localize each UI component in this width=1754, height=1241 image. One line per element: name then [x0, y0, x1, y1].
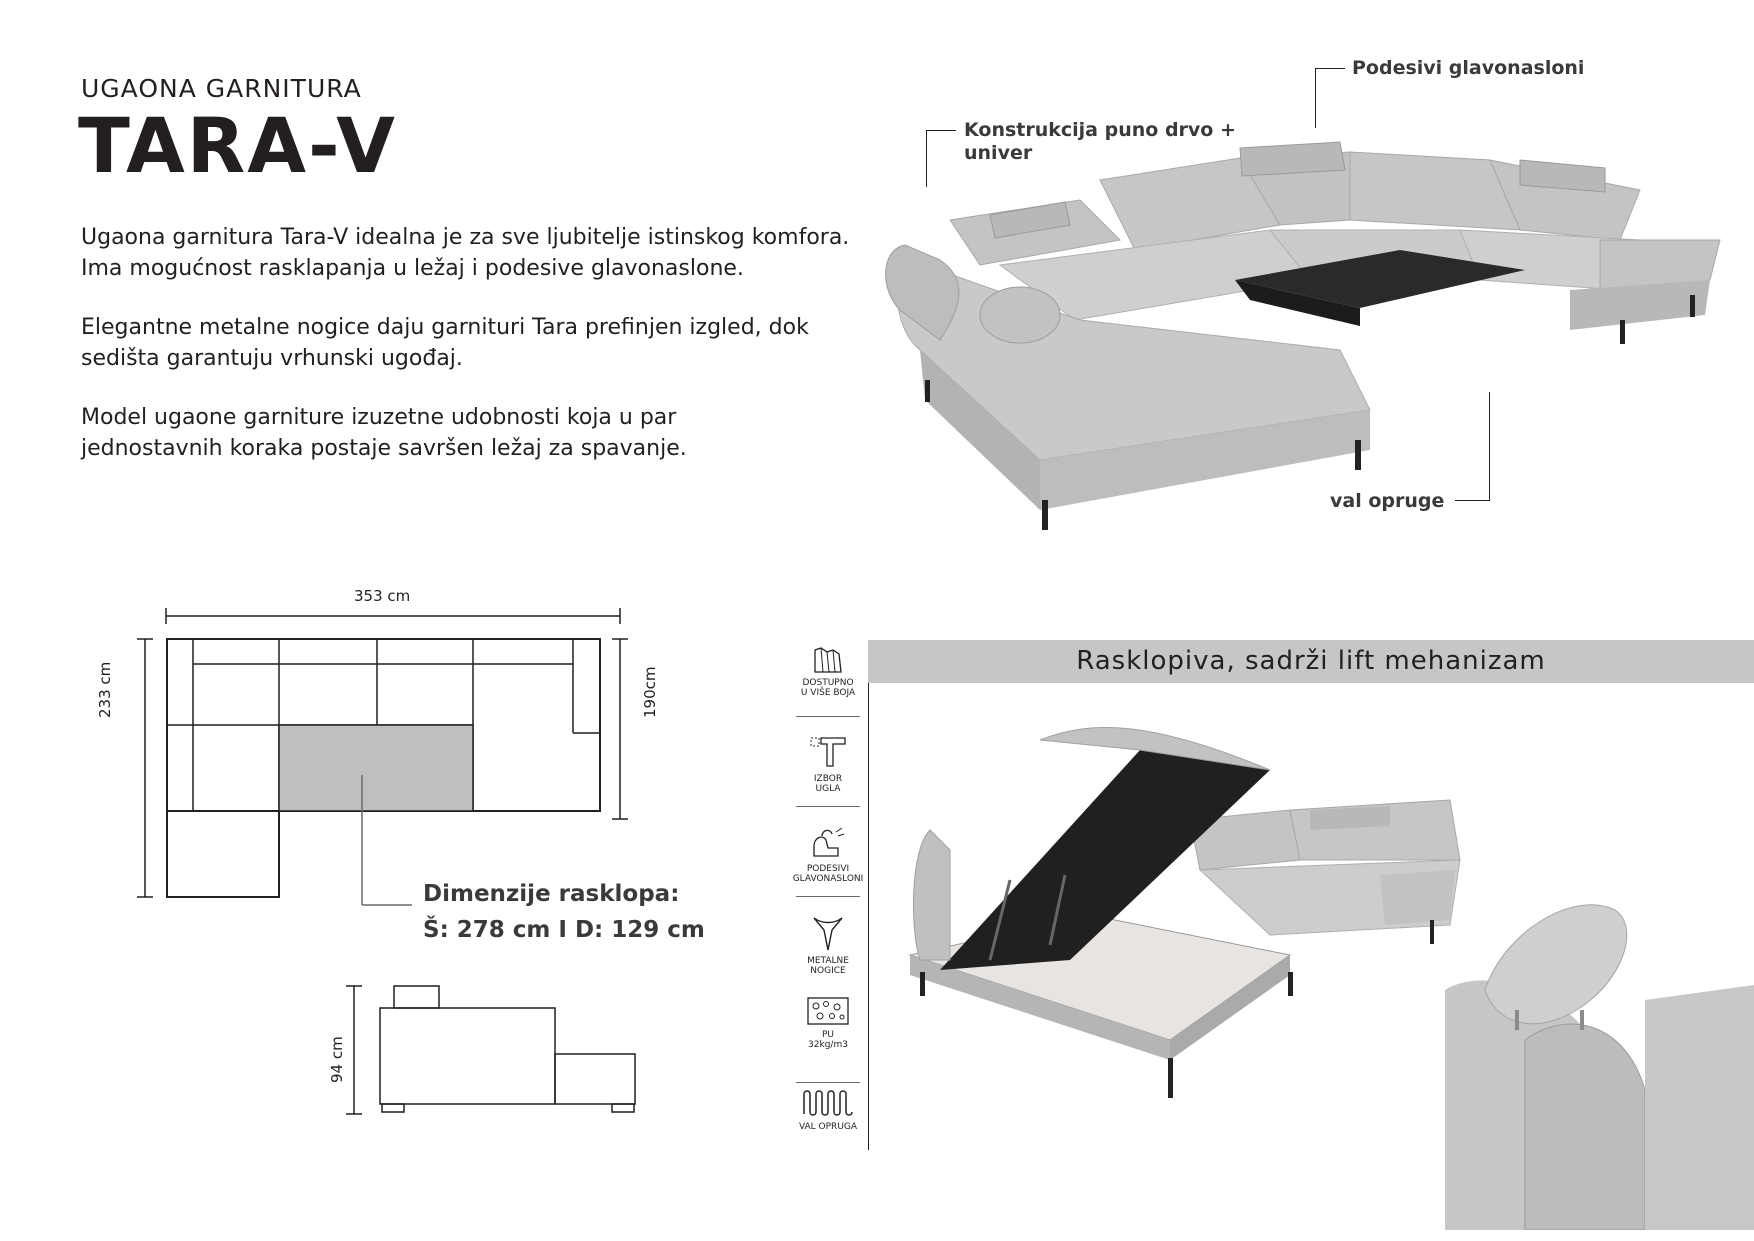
- product-category: UGAONA GARNITURA: [81, 74, 362, 103]
- banner-text: Rasklopiva, sadrži lift mehanizam: [1076, 646, 1546, 676]
- adjustable-headrest-icon: [808, 824, 848, 860]
- callout-construction-line1: Konstrukcija puno drvo +: [964, 119, 1236, 141]
- feature-headrests: [790, 824, 866, 884]
- foam-icon: [806, 996, 850, 1026]
- description-paragraph-1: [81, 222, 901, 284]
- callout-construction-line2: univer: [964, 142, 1033, 164]
- feature-label: U VIŠE BOJA: [800, 688, 856, 698]
- unfold-dimensions: [423, 876, 705, 948]
- description-line: jednostavnih koraka postaje savršen ležaj za spavanje.: [81, 436, 687, 461]
- floor-plan-diagram: [110, 600, 670, 920]
- description-line: Ugaona garnitura Tara-V idealna je za sve ljubitelje istinskog komfora.: [81, 225, 850, 250]
- feature-label: IZBOR: [813, 774, 843, 784]
- feature-label: DOSTUPNO: [802, 678, 854, 688]
- color-swatch-icon: [811, 644, 845, 674]
- feature-label: UGLA: [815, 784, 841, 794]
- description-line: Model ugaone garniture izuzetne udobnosti koja u par: [81, 405, 677, 430]
- dimension-bed-depth: 190cm: [641, 666, 659, 718]
- description-line: Elegantne metalne nogice daju garnituri Tara prefinjen izgled, dok: [81, 315, 809, 340]
- callout-construction: [964, 119, 1236, 165]
- feature-colors: [790, 644, 866, 698]
- headrest-detail-image: [1445, 890, 1754, 1230]
- feature-label: METALNE: [807, 956, 849, 966]
- description-paragraph-3: [81, 402, 901, 464]
- dimension-height: 94 cm: [328, 1036, 346, 1083]
- unfold-title: Dimenzije rasklopa:: [423, 881, 680, 907]
- metal-legs-icon: [810, 914, 846, 952]
- callout-headrests: Podesivi glavonasloni: [1352, 57, 1585, 79]
- spring-icon: [800, 1088, 856, 1118]
- feature-corner: [790, 734, 866, 794]
- description-line: Ima mogućnost rasklapanja u ležaj i podesive glavonaslone.: [81, 256, 744, 281]
- feature-legs: [790, 914, 866, 976]
- sofa-lift-image: [890, 710, 1470, 1170]
- sofa-main-image: [880, 130, 1730, 600]
- feature-foam: [790, 996, 866, 1050]
- feature-label: VAL OPRUGA: [798, 1122, 858, 1132]
- feature-list: [790, 640, 866, 1140]
- feature-springs: [790, 1088, 866, 1132]
- unfold-values: Š: 278 cm I D: 129 cm: [423, 917, 705, 943]
- product-title: TARA-V: [78, 101, 397, 190]
- description-line: sedišta garantuju vrhunski ugođaj.: [81, 346, 463, 371]
- feature-label: 32kg/m3: [808, 1040, 848, 1050]
- side-profile-diagram: [340, 980, 650, 1120]
- description-paragraph-2: [81, 312, 901, 374]
- feature-label: PODESIVI: [806, 864, 850, 874]
- feature-label: GLAVONASLONI: [792, 874, 864, 884]
- feature-label: NOGICE: [810, 966, 846, 976]
- corner-choice-icon: [807, 734, 849, 770]
- feature-label: PU: [821, 1030, 834, 1040]
- dimension-width: 353 cm: [354, 587, 411, 605]
- callout-springs: val opruge: [1330, 490, 1445, 512]
- feature-banner: [868, 640, 1754, 683]
- dimension-depth: 233 cm: [96, 661, 114, 718]
